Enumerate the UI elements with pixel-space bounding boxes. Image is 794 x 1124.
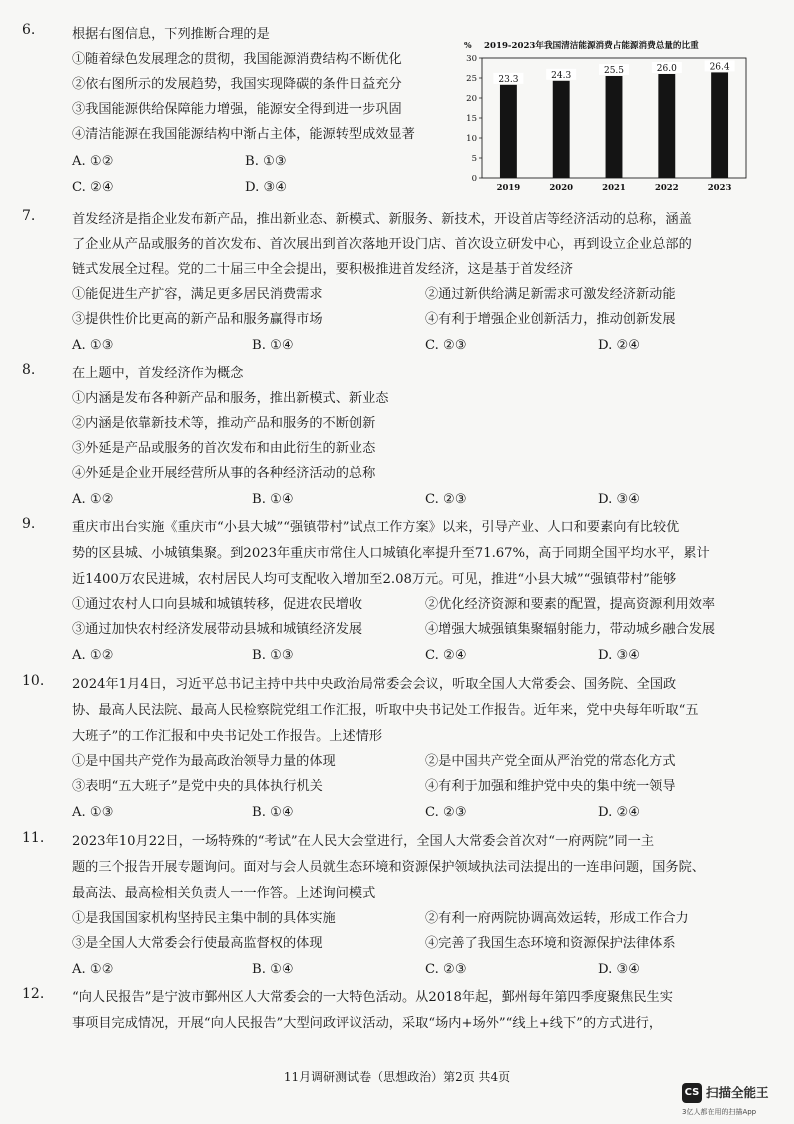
data-label-2022: 26.0 bbox=[656, 64, 677, 74]
option-4: ④增强大城强镇集聚辐射能力，带动城乡融合发展 bbox=[425, 622, 716, 637]
option-2: ②依右图所示的发展趋势，我国实现降碳的条件日益充分 bbox=[72, 77, 402, 92]
option-4: ④清洁能源在我国能源结构中渐占主体，能源转型成效显著 bbox=[72, 127, 415, 142]
option-4: ④有利于增强企业创新活力，推动创新发展 bbox=[425, 312, 676, 327]
answer-c: C. ②④ bbox=[425, 648, 467, 663]
question-stem-line: 2024年1月4日，习近平总书记主持中共中央政治局常委会会议，听取全国人大常委会、国务院、全国政 bbox=[72, 677, 677, 692]
option-1: ①通过农村人口向县城和城镇转移，促进农民增收 bbox=[72, 597, 363, 612]
answer-b: B. ①③ bbox=[252, 648, 294, 663]
chart-title: 2019-2023年我国清洁能源消费占能源消费总量的比重 bbox=[484, 41, 699, 51]
question-number: 9. bbox=[22, 516, 36, 532]
question-stem-line: 了企业从产品或服务的首次发布、首次展出到首次落地开设门店、首次设立研发中心，再到设立企业总部的 bbox=[72, 237, 692, 252]
question-stem-line: 事项目完成情况，开展“向人民报告”大型问政评议活动，采取“场内+场外”“线上+线下”的方式进行， bbox=[72, 1016, 663, 1031]
answer-b: B. ①④ bbox=[252, 805, 294, 820]
option-1: ①是中国共产党作为最高政治领导力量的体现 bbox=[72, 754, 336, 769]
answer-b: B. ①④ bbox=[252, 338, 294, 353]
answer-b: B. ①④ bbox=[252, 492, 294, 507]
question-stem-line: “向人民报告”是宁波市鄞州区人大常委会的一大特色活动。从2018年起，鄞州每年第四季度聚焦民生实 bbox=[72, 990, 673, 1005]
x-tick-label-2020: 2020 bbox=[549, 183, 574, 193]
answer-d: D. ③④ bbox=[245, 180, 288, 195]
y-tick-label: 10 bbox=[466, 134, 477, 144]
page-footer: 11月调研测试卷（思想政治）第2页 共4页 bbox=[283, 1070, 511, 1084]
question-number: 12. bbox=[22, 986, 45, 1002]
answer-d: D. ③④ bbox=[598, 962, 641, 977]
y-tick-label: 0 bbox=[471, 174, 477, 184]
option-2: ②优化经济资源和要素的配置，提高资源利用效率 bbox=[425, 597, 716, 612]
question-stem-line: 近1400万农民进城，农村居民人均可支配收入增加至2.08万元。可见，推进“小县大城”“强镇带村”能够 bbox=[72, 572, 677, 587]
answer-a: A. ①② bbox=[72, 648, 114, 663]
y-tick-label: 15 bbox=[466, 114, 477, 124]
option-3: ③我国能源供给保障能力增强，能源安全得到进一步巩固 bbox=[72, 102, 402, 117]
answer-a: A. ①② bbox=[72, 492, 114, 507]
question-stem-line: 题的三个报告开展专题询问。面对与会人员就生态环境和资源保护领域执法司法提出的一连串问题，国务院、 bbox=[72, 860, 705, 875]
question-stem-line: 链式发展全过程。党的二十届三中全会提出，要积极推进首发经济，这是基于首发经济 bbox=[72, 262, 574, 277]
clean-energy-bar-chart bbox=[462, 36, 752, 196]
answer-a: A. ①② bbox=[72, 962, 114, 977]
option-3: ③提供性价比更高的新产品和服务赢得市场 bbox=[72, 312, 323, 327]
answer-a: A. ①③ bbox=[72, 805, 114, 820]
question-number: 11. bbox=[22, 830, 45, 846]
answer-b: B. ①③ bbox=[245, 154, 287, 169]
bar-2021 bbox=[606, 76, 623, 178]
answer-a: A. ①② bbox=[72, 154, 114, 169]
y-tick-label: 25 bbox=[466, 74, 477, 84]
answer-d: D. ②④ bbox=[598, 805, 641, 820]
option-2: ②是中国共产党全面从严治党的常态化方式 bbox=[425, 754, 676, 769]
option-3: ③表明“五大班子”是党中央的具体执行机关 bbox=[72, 779, 323, 794]
y-tick-label: 30 bbox=[466, 54, 477, 64]
answer-a: A. ①③ bbox=[72, 338, 114, 353]
option-3: ③是全国人大常委会行使最高监督权的体现 bbox=[72, 936, 323, 951]
x-tick-label-2023: 2023 bbox=[707, 183, 732, 193]
option-4: ④外延是企业开展经营所从事的各种经济活动的总称 bbox=[72, 466, 376, 481]
question-stem-line: 首发经济是指企业发布新产品，推出新业态、新模式、新服务、新技术，开设首店等经济活动的总称，涵盖 bbox=[72, 212, 692, 227]
bar-2019 bbox=[500, 85, 517, 178]
option-2: ②有利一府两院协调高效运转，形成工作合力 bbox=[425, 911, 689, 926]
option-3: ③外延是产品或服务的首次发布和由此衍生的新业态 bbox=[72, 441, 376, 456]
option-2: ②通过新供给满足新需求可激发经济新动能 bbox=[425, 287, 676, 302]
answer-c: C. ②③ bbox=[425, 492, 467, 507]
option-1: ①随着绿色发展理念的贯彻，我国能源消费结构不断优化 bbox=[72, 52, 402, 67]
answer-d: D. ③④ bbox=[598, 492, 641, 507]
y-tick-label: 20 bbox=[466, 94, 477, 104]
question-number: 10. bbox=[22, 673, 45, 689]
bar-2022 bbox=[658, 74, 675, 178]
x-tick-label-2021: 2021 bbox=[602, 183, 626, 193]
question-stem: 根据右图信息，下列推断合理的是 bbox=[72, 27, 270, 42]
question-stem-line: 势的区县城、小城镇集聚。到2023年重庆市常住人口城镇化率提升至71.67%，高于同期全国平均水平，累计 bbox=[72, 546, 710, 561]
option-4: ④完善了我国生态环境和资源保护法律体系 bbox=[425, 936, 676, 951]
data-label-2021: 25.5 bbox=[603, 66, 625, 76]
answer-c: C. ②③ bbox=[425, 338, 467, 353]
answer-c: C. ②③ bbox=[425, 962, 467, 977]
option-2: ②内涵是依靠新技术等，推动产品和服务的不断创新 bbox=[72, 416, 376, 431]
question-stem-line: 协、最高人民法院、最高人民检察院党组工作汇报，听取中央书记处工作报告。近年来，党中央每年听取“五 bbox=[72, 703, 699, 718]
question-stem-line: 2023年10月22日，一场特殊的“考试”在人民大会堂进行，全国人大常委会首次对“一府两院”同一主 bbox=[72, 834, 655, 849]
x-tick-label-2019: 2019 bbox=[496, 183, 521, 193]
watermark-name: 扫描全能王 bbox=[706, 1085, 769, 1100]
bar-2023 bbox=[711, 72, 728, 178]
question-stem: 在上题中，首发经济作为概念 bbox=[72, 366, 244, 381]
option-4: ④有利于加强和维护党中央的集中统一领导 bbox=[425, 779, 676, 794]
x-tick-label-2022: 2022 bbox=[654, 183, 679, 193]
question-stem-line: 重庆市出台实施《重庆市“小县大城”“强镇带村”试点工作方案》以来，引导产业、人口和要素向有比较优 bbox=[72, 520, 680, 535]
option-3: ③通过加快农村经济发展带动县城和城镇经济发展 bbox=[72, 622, 363, 637]
camscanner-watermark bbox=[682, 1079, 782, 1119]
option-1: ①内涵是发布各种新产品和服务，推出新模式、新业态 bbox=[72, 391, 389, 406]
option-1: ①是我国国家机构坚持民主集中制的具体实施 bbox=[72, 911, 336, 926]
y-tick-label: 5 bbox=[471, 154, 477, 164]
watermark-subtitle: 3亿人都在用的扫描App bbox=[682, 1108, 757, 1116]
question-number: 8. bbox=[22, 362, 36, 378]
data-label-2023: 26.4 bbox=[709, 62, 730, 73]
camscanner-icon: CS bbox=[682, 1083, 702, 1103]
data-label-2019: 23.3 bbox=[498, 74, 519, 85]
option-1: ①能促进生产扩容，满足更多居民消费需求 bbox=[72, 287, 323, 302]
answer-d: D. ③④ bbox=[598, 648, 641, 663]
question-number: 6. bbox=[22, 22, 36, 38]
question-stem-line: 最高法、最高检相关负责人一一作答。上述询问模式 bbox=[72, 886, 376, 901]
answer-c: C. ②④ bbox=[72, 180, 114, 195]
bar-2020 bbox=[553, 81, 570, 178]
answer-b: B. ①④ bbox=[252, 962, 294, 977]
answer-c: C. ②③ bbox=[425, 805, 467, 820]
data-label-2020: 24.3 bbox=[551, 70, 572, 81]
answer-d: D. ②④ bbox=[598, 338, 641, 353]
y-axis-unit: % bbox=[464, 40, 472, 50]
question-number: 7. bbox=[22, 208, 36, 224]
question-stem-line: 大班子”的工作汇报和中央书记处工作报告。上述情形 bbox=[72, 729, 383, 744]
